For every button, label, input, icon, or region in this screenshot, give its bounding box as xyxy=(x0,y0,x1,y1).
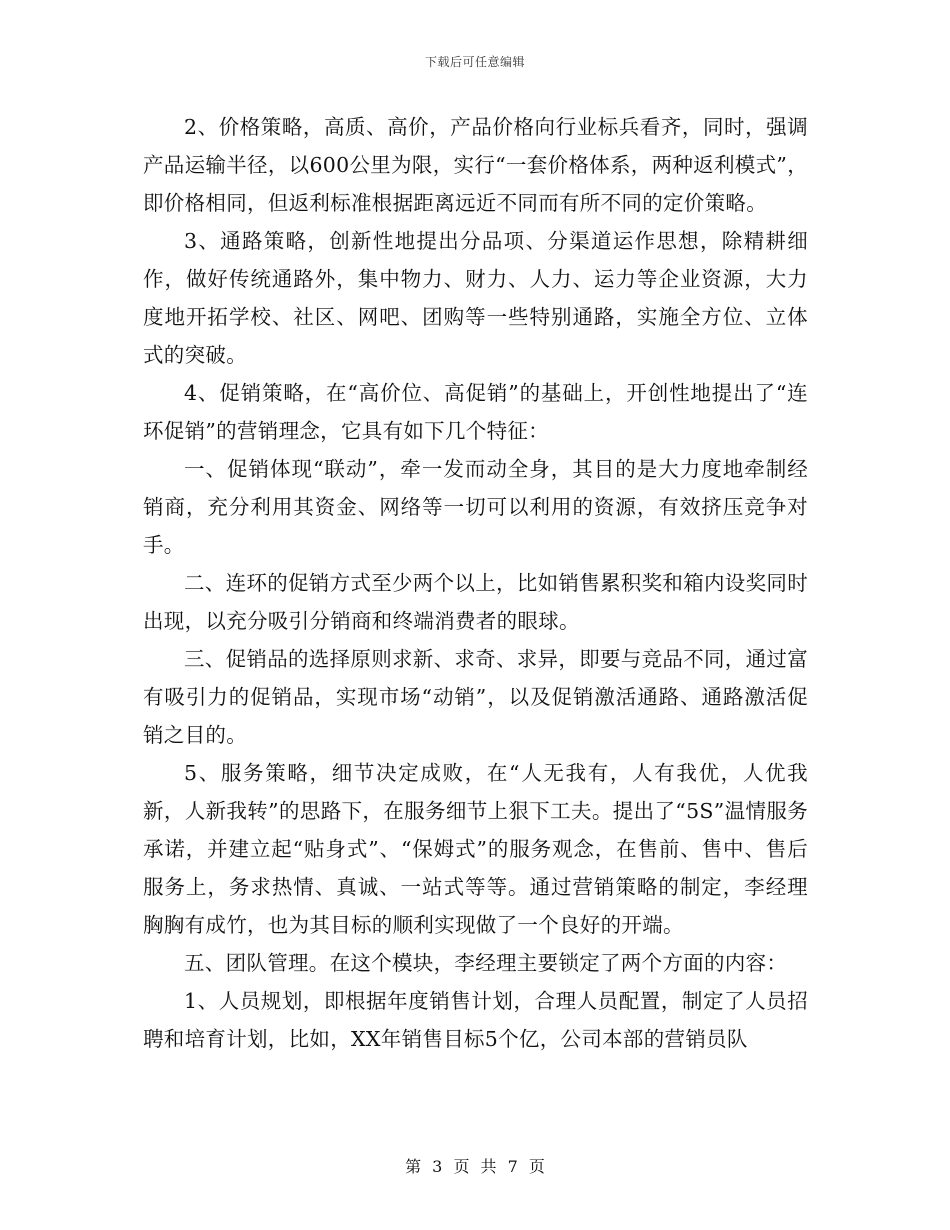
paragraph-feature-2: 二、连环的促销方式至少两个以上，比如销售累积奖和箱内设奖同时出现，以充分吸引分销商和终端消费者的眼球。 xyxy=(143,571,808,633)
paragraph-team-management: 五、团队管理。在这个模块，李经理主要锁定了两个方面的内容： xyxy=(184,951,788,975)
paragraph-service-strategy: 5、服务策略，细节决定成败，在“人无我有，人有我优，人优我新，人新我转”的思路下，在服务细节上狠下工夫。提出了“5S”温情服务承诺，并建立起“贴身式”、“保姆式”的服务观念，在售前、售中、售后服务上，务求热情、真诚、一站式等等。通过营销策略的制定，李经理胸胸有成竹，也为其目标的顺利实现做了一个良好的开端。 xyxy=(143,761,808,937)
page-header: 下载后可任意编辑 xyxy=(424,55,525,69)
paragraph-price-strategy: 2、价格策略，高质、高价，产品价格向行业标兵看齐，同时，强调产品运输半径，以600公里为限，实行“一套价格体系，两种返利模式”，即价格相同，但返利标准根据距离远近不同而有所不同的定价策略。 xyxy=(143,115,808,215)
document-body xyxy=(143,108,808,1058)
paragraph-promotion-strategy: 4、促销策略，在“高价位、高促销”的基础上，开创性地提出了“连环促销”的营销理念，它具有如下几个特征： xyxy=(143,381,808,443)
paragraph-staff-planning: 1、人员规划，即根据年度销售计划，合理人员配置，制定了人员招聘和培育计划，比如，XX年销售目标5个亿，公司本部的营销员队 xyxy=(143,989,808,1051)
paragraph-feature-1: 一、促销体现“联动”，牵一发而动全身，其目的是大力度地牵制经销商，充分利用其资金、网络等一切可以利用的资源，有效挤压竞争对手。 xyxy=(143,457,808,557)
paragraph-feature-3: 三、促销品的选择原则求新、求奇、求异，即要与竞品不同，通过富有吸引力的促销品，实现市场“动销”，以及促销激活通路、通路激活促销之目的。 xyxy=(143,647,808,747)
paragraph-channel-strategy: 3、通路策略，创新性地提出分品项、分渠道运作思想，除精耕细作，做好传统通路外，集中物力、财力、人力、运力等企业资源，大力度地开拓学校、社区、网吧、团购等一些特别通路，实施全方位、立体式的突破。 xyxy=(143,229,808,367)
page-number: 第 3 页 共 7 页 xyxy=(405,1157,545,1176)
